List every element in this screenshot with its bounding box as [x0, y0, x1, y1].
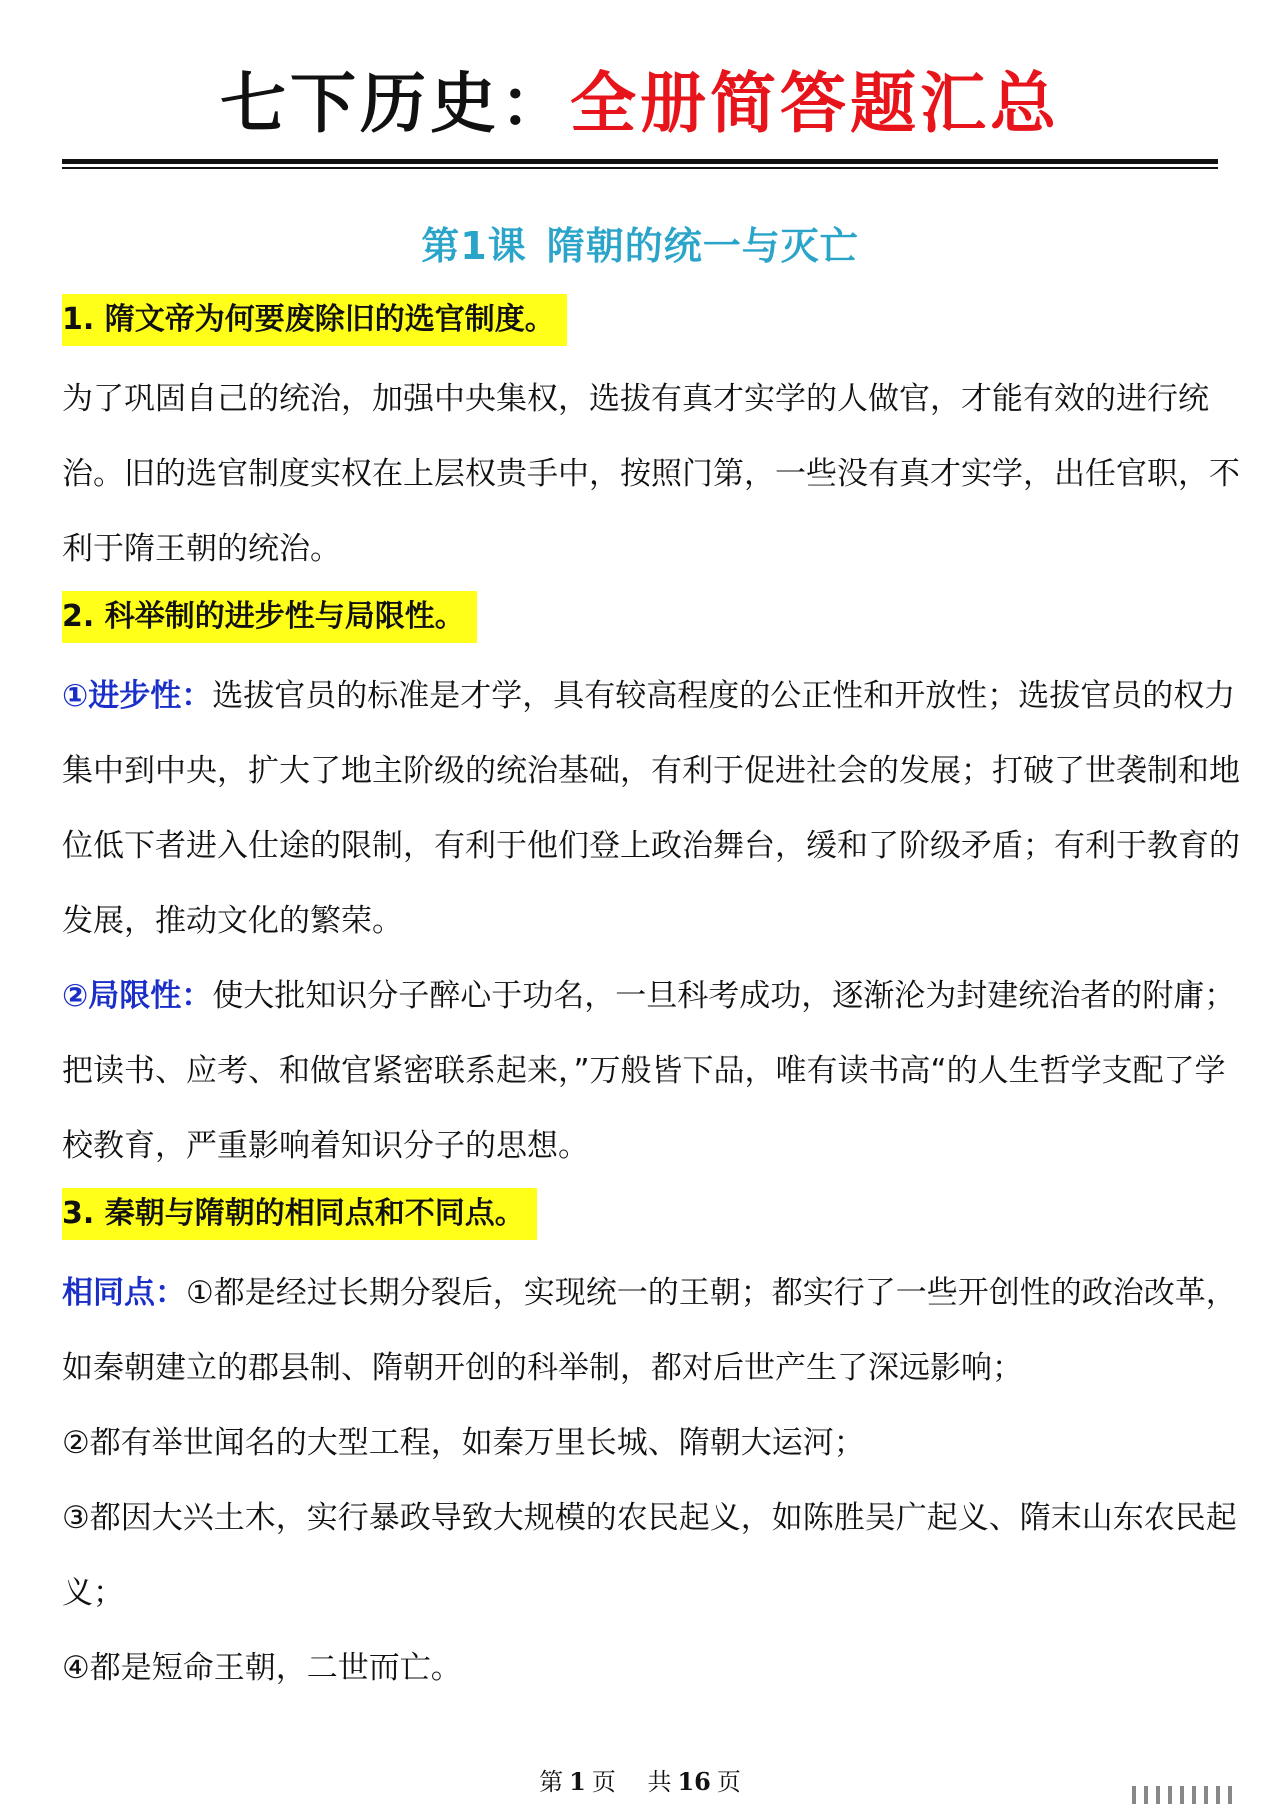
- title-rule-thin: [62, 167, 1218, 169]
- question-1: 1. 隋文帝为何要废除旧的选官制度。: [62, 294, 567, 346]
- answer-1: 为了巩固自己的统治，加强中央集权，选拔有真才实学的人做官，才能有效的进行统治。旧的选官制度实权在上层权贵手中，按照门第，一些没有真才实学，出任官职，不利于隋王朝的统治。: [62, 381, 1240, 567]
- title-prefix: 七下历史：: [220, 65, 570, 142]
- answer-2-progress: [62, 659, 1242, 959]
- text-limitation: 使大批知识分子醉心于功名，一旦科考成功，逐渐沦为封建统治者的附庸；把读书、应考、和做官紧密联系起来，”万般皆下品，唯有读书高“的人生哲学支配了学校教育，严重影响着知识分子的思想。: [62, 978, 1236, 1164]
- answer-3-point-3: ③都因大兴土木，实行暴政导致大规模的农民起义，如陈胜吴广起义、隋末山东农民起义；: [62, 1500, 1237, 1611]
- footer-total-label: 共: [647, 1768, 672, 1796]
- watermark-bar: [1192, 1786, 1196, 1804]
- text-point-1: ①都是经过长期分裂后，实现统一的王朝；都实行了一些开创性的政治改革，如秦朝建立的郡县制、隋朝开创的科举制，都对后世产生了深远影响；: [62, 1275, 1237, 1386]
- answer-2-limitation: [62, 959, 1242, 1184]
- footer-page-unit: 页: [591, 1768, 616, 1796]
- footer-page-number: 1: [569, 1767, 586, 1796]
- footer-total-unit: 页: [716, 1768, 741, 1796]
- title-rule-thick: [62, 159, 1218, 164]
- watermark-bar: [1168, 1786, 1172, 1804]
- watermark-bar: [1228, 1786, 1232, 1804]
- label-limitation: ②局限性：: [62, 978, 213, 1014]
- content-body: [62, 290, 1242, 1706]
- lesson-heading: [0, 218, 1280, 274]
- label-similarities: 相同点：: [62, 1275, 186, 1311]
- watermark-bar: [1132, 1786, 1136, 1804]
- watermark-bars: [1132, 1784, 1250, 1804]
- lesson-name: 隋朝的统一与灭亡: [546, 224, 859, 268]
- watermark-bar: [1156, 1786, 1160, 1804]
- answer-3-point-2: ②都有举世闻名的大型工程，如秦万里长城、隋朝大运河；: [62, 1425, 865, 1461]
- text-progress: 选拔官员的标准是才学，具有较高程度的公正性和开放性；选拔官员的权力集中到中央，扩大了地主阶级的统治基础，有利于促进社会的发展；打破了世袭制和地位低下者进入仕途的限制，有利于他们登上政治舞台，缓和了阶级矛盾；有利于教育的发展，推动文化的繁荣。: [62, 678, 1240, 939]
- watermark-bar: [1216, 1786, 1220, 1804]
- footer-page-label: 第: [539, 1768, 564, 1796]
- page-title: [0, 64, 1280, 144]
- footer-total-pages: 16: [677, 1767, 711, 1796]
- label-progress: ①进步性：: [62, 678, 213, 714]
- watermark-bar: [1144, 1786, 1148, 1804]
- lesson-number: 第1课: [421, 224, 527, 268]
- watermark-bar: [1204, 1786, 1208, 1804]
- question-2: 2. 科举制的进步性与局限性。: [62, 591, 477, 643]
- answer-3-point-4: ④都是短命王朝，二世而亡。: [62, 1650, 462, 1686]
- watermark-bar: [1180, 1786, 1184, 1804]
- question-3: 3. 秦朝与隋朝的相同点和不同点。: [62, 1188, 537, 1240]
- title-highlight: 全册简答题汇总: [570, 65, 1060, 142]
- answer-3-point-1: [62, 1256, 1242, 1406]
- page-footer: [0, 1762, 1280, 1797]
